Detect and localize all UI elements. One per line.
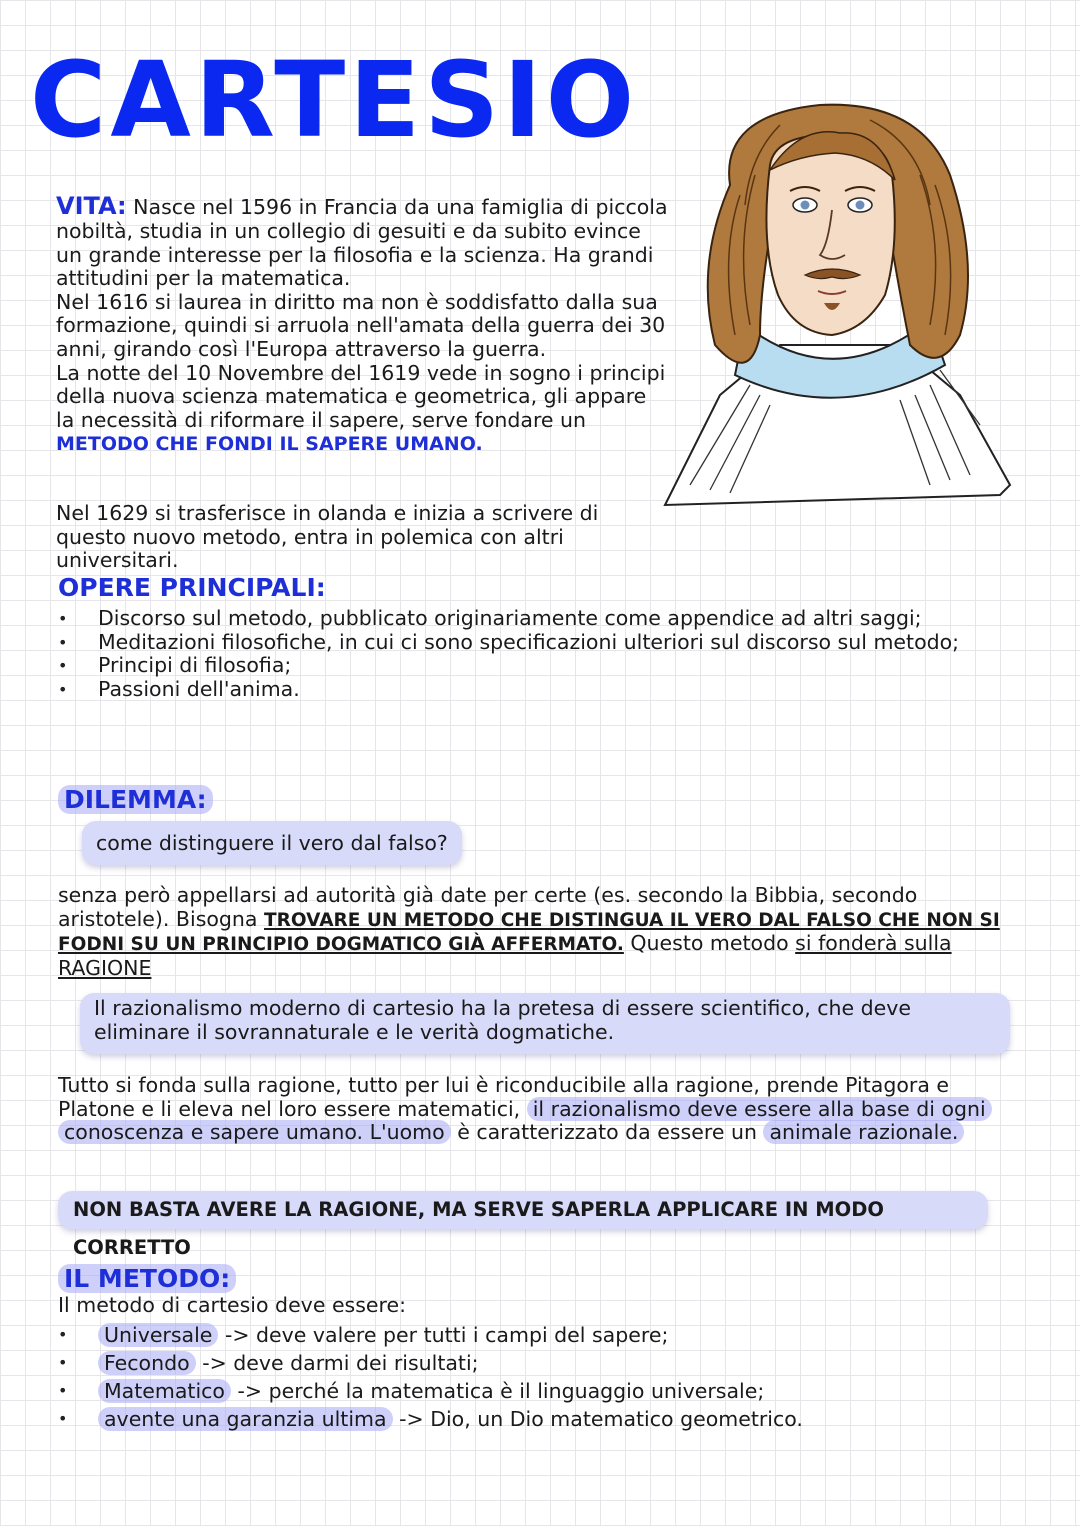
list-item <box>58 1377 1018 1405</box>
ragione-highlight-2: animale razionale. <box>763 1120 964 1144</box>
ragione-paragraph <box>58 1074 1023 1145</box>
metodo-list <box>58 1321 1018 1433</box>
ragione-highlight: il razionalismo deve essere alla base di ogni conoscenza e sapere umano. L'uomo <box>58 1097 992 1145</box>
vita-paragraph-2: Nel 1616 si laurea in diritto ma non è soddisfatto dalla sua formazione, quindi si arruola nell'amata della guerra dei 30 anni, girando così l'Europa attraverso la guerra. <box>56 289 666 361</box>
vita-paragraph-1: Nasce nel 1596 in Francia da una famiglia di piccola nobiltà, studia in un collegio di gesuiti e da subito evince un grande interesse per la filosofia e la scienza. Ha grandi attitudini per la matematica. <box>56 195 668 291</box>
ragione-text-2: è caratterizzato da essere un <box>457 1120 757 1145</box>
vita-paragraph-4: Nel 1629 si trasferisce in olanda e inizia a scrivere di questo nuovo metodo, entra in polemica con altri universitari. <box>56 501 599 573</box>
page-title: CARTESIO <box>30 39 639 161</box>
descartes-portrait <box>660 95 1020 515</box>
metodo-term: Universale <box>98 1323 218 1347</box>
dilemma-question-box <box>82 821 462 865</box>
dilemma-text: senza però appellarsi ad autorità già date per certe (es. secondo la Bibbia, secondo aristotele). Bisogna <box>58 883 918 931</box>
razionalismo-text: Il razionalismo moderno di cartesio ha la pretesa di essere scientifico, che deve eliminare il sovrannaturale e le verità dogmatiche. <box>94 996 912 1044</box>
opere-heading: OPERE PRINCIPALI: <box>58 573 326 602</box>
metodo-intro: Il metodo di cartesio deve essere: <box>58 1293 407 1317</box>
metodo-desc: -> deve valere per tutti i campi del sapere; <box>224 1323 669 1347</box>
dilemma-text-2: Questo metodo <box>630 931 789 956</box>
metodo-label: IL METODO: <box>58 1264 236 1293</box>
dilemma-heading <box>58 786 213 814</box>
metodo-term: avente una garanzia ultima <box>98 1407 393 1431</box>
dilemma-ragione: si fonderà sulla RAGIONE <box>58 931 952 980</box>
dilemma-underlined: TROVARE UN METODO CHE DISTINGUA IL VERO DAL FALSO CHE NON SI FODNI SU UN PRINCIPIO DOGMATICO GIÀ AFFERMATO. <box>58 909 1000 956</box>
dilemma-paragraph <box>58 884 1018 980</box>
metodo-heading <box>58 1265 236 1293</box>
vita-paragraph-4-wrap <box>56 502 646 573</box>
opere-list <box>58 607 1018 701</box>
vita-section <box>56 192 668 457</box>
vita-paragraph-3: La notte del 10 Novembre del 1619 vede in sogno i principi della nuova scienza matematica e geometrica, gli appare la necessità di riformare il sapere, serve fondare un <box>56 360 666 432</box>
metodo-desc: -> deve darmi dei risultati; <box>202 1351 479 1375</box>
dilemma-label: DILEMMA: <box>58 785 213 814</box>
list-item: • Passioni dell'anima. <box>58 678 1018 702</box>
dilemma-question: come distinguere il vero dal falso? <box>96 831 448 855</box>
list-item: • Principi di filosofia; <box>58 654 1018 678</box>
ragione-banner <box>58 1191 988 1259</box>
vita-label: VITA: <box>56 192 127 220</box>
ragione-text: Tutto si fonda sulla ragione, tutto per lui è riconducibile alla ragione, prende Pitagora e Platone e li eleva nel loro essere matematici, <box>58 1073 950 1121</box>
list-item: • Meditazioni filosofiche, in cui ci sono specificazioni ulteriori sul discorso sul metodo; <box>58 631 1018 655</box>
metodo-term: Fecondo <box>98 1351 196 1375</box>
metodo-desc: -> Dio, un Dio matematico geometrico. <box>399 1407 803 1431</box>
list-item <box>58 1405 1018 1433</box>
banner-text: NON BASTA AVERE LA RAGIONE, MA SERVE SAPERLA APPLICARE IN MODO CORRETTO <box>73 1198 884 1259</box>
list-item: • Discorso sul metodo, pubblicato originariamente come appendice ad altri saggi; <box>58 607 1018 631</box>
list-item <box>58 1349 1018 1377</box>
metodo-desc: -> perché la matematica è il linguaggio universale; <box>237 1379 765 1403</box>
metodo-term: Matematico <box>98 1379 231 1403</box>
list-item <box>58 1321 1018 1349</box>
razionalismo-box <box>80 993 1010 1054</box>
vita-highlight: METODO CHE FONDI IL SAPERE UMANO. <box>56 433 483 456</box>
